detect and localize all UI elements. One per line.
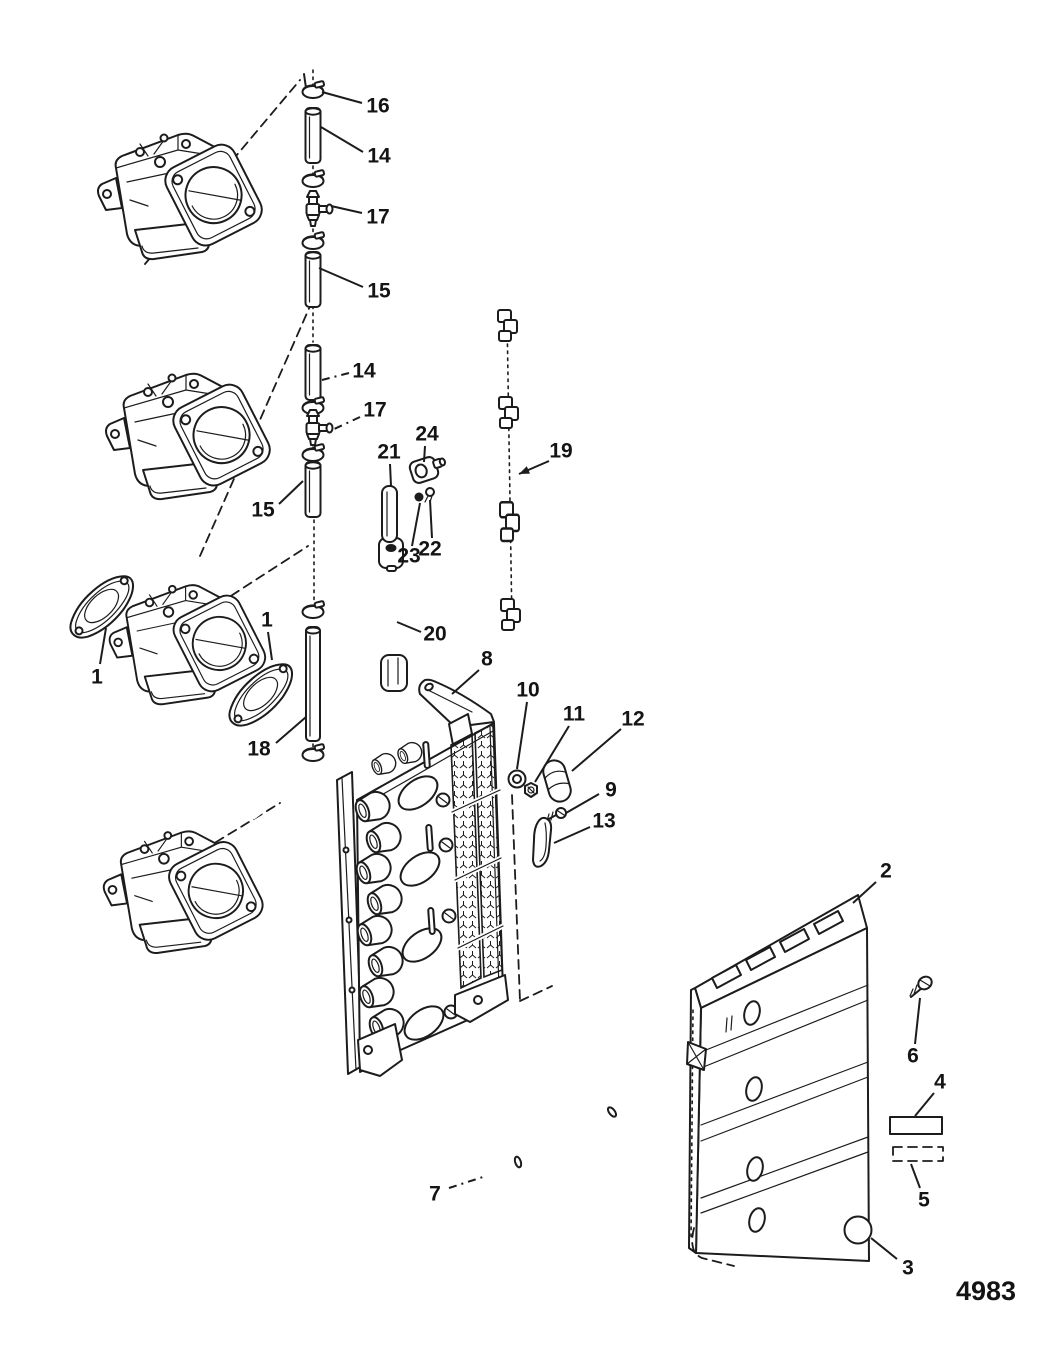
leader-line-part-1 — [100, 628, 106, 664]
leader-line-part-21 — [390, 464, 391, 486]
lever-21 — [382, 472, 417, 542]
tee-fitting-17-upper — [307, 191, 333, 226]
leader-line-part-22 — [430, 500, 432, 538]
intake-manifold-8 — [337, 680, 552, 1076]
carburetor-2 — [106, 374, 275, 499]
leader-line-part-2 — [853, 882, 876, 903]
part-number-label: 17 — [366, 205, 390, 229]
leader-line-part-6 — [915, 998, 920, 1044]
leader-line-part-17 — [331, 206, 362, 213]
leader-line-part-20 — [397, 622, 421, 632]
part-number-label: 1 — [91, 665, 103, 689]
part-number-label: 11 — [562, 702, 586, 726]
fuel-line-column — [303, 70, 333, 761]
part-number-label: 2 — [880, 859, 892, 883]
leader-line-part-15 — [279, 481, 303, 504]
part-number-label: 14 — [352, 359, 376, 383]
washer-10 — [509, 771, 526, 788]
seal-strip-4 — [890, 1117, 942, 1134]
screw-22 — [425, 488, 434, 502]
part-number-label: 13 — [592, 809, 616, 833]
leader-line-part-3 — [871, 1238, 897, 1259]
figure-number: 4983 — [955, 1276, 1017, 1306]
fuel-tube-15-upper — [306, 252, 321, 307]
part-number-label: 22 — [418, 537, 442, 561]
part-number-label: 16 — [366, 94, 390, 118]
part-number-label: 9 — [605, 778, 617, 802]
part-number-label: 12 — [621, 707, 645, 731]
leader-line-part-12 — [572, 729, 621, 771]
screw-6 — [910, 974, 934, 997]
nut-11 — [525, 783, 537, 797]
part-number-label: 8 — [481, 647, 493, 671]
fuel-tube-14-lower — [306, 345, 321, 400]
part-number-label: 3 — [902, 1256, 914, 1280]
leader-line-part-7 — [449, 1176, 486, 1188]
linkage-rod-19 — [498, 310, 520, 630]
part-number-label: 10 — [516, 678, 540, 702]
part-number-label: 19 — [549, 439, 573, 463]
link-tube-7 — [490, 1068, 637, 1170]
part-number-label: 1 — [261, 608, 273, 632]
fuel-tube-14-upper — [306, 108, 321, 163]
carburetor-1 — [98, 134, 267, 259]
hose-clamp — [303, 601, 325, 618]
part-number-label: 21 — [377, 440, 401, 464]
part-number-label: 17 — [363, 398, 387, 422]
leader-arrowhead — [519, 466, 530, 474]
part-number-label: 14 — [367, 144, 391, 168]
leader-line-part-4 — [915, 1093, 934, 1116]
part-number-label: 5 — [918, 1188, 930, 1212]
leader-line-part-5 — [911, 1164, 920, 1188]
part-number-label: 24 — [415, 422, 439, 446]
plug-3 — [844, 1217, 871, 1244]
leader-line-part-15 — [319, 268, 363, 287]
hose-clamp — [303, 232, 325, 249]
nut-23 — [415, 493, 424, 502]
gasket-strip-5 — [893, 1147, 943, 1161]
leader-line-part-16 — [322, 92, 362, 103]
fuel-tube-18 — [306, 627, 320, 741]
cover-plate-2 — [687, 895, 869, 1266]
leader-line-part-18 — [276, 717, 306, 743]
tee-fitting-17-lower — [307, 410, 333, 445]
leader-line-part-1 — [268, 632, 272, 660]
leader-line-part-17 — [332, 417, 360, 430]
part-number-label: 18 — [247, 737, 271, 761]
leader-line-part-10 — [517, 702, 527, 769]
part-number-label: 23 — [397, 544, 421, 568]
leader-line-part-24 — [424, 446, 425, 462]
bracket-13 — [533, 818, 551, 867]
swivel-24 — [408, 453, 449, 485]
part-number-label: 4 — [934, 1070, 946, 1094]
part-number-label: 7 — [429, 1182, 441, 1206]
leader-line-part-13 — [554, 827, 590, 843]
part-number-label: 15 — [251, 498, 275, 522]
leader-line-part-14 — [321, 127, 363, 152]
fuel-tube-15-lower — [306, 462, 321, 517]
leader-line-part-14 — [322, 373, 349, 380]
leader-line-part-8 — [452, 670, 479, 694]
carburetor-4 — [104, 831, 268, 953]
part-number-label: 15 — [367, 279, 391, 303]
part-number-label: 20 — [423, 622, 447, 646]
part-number-label: 6 — [907, 1044, 919, 1068]
